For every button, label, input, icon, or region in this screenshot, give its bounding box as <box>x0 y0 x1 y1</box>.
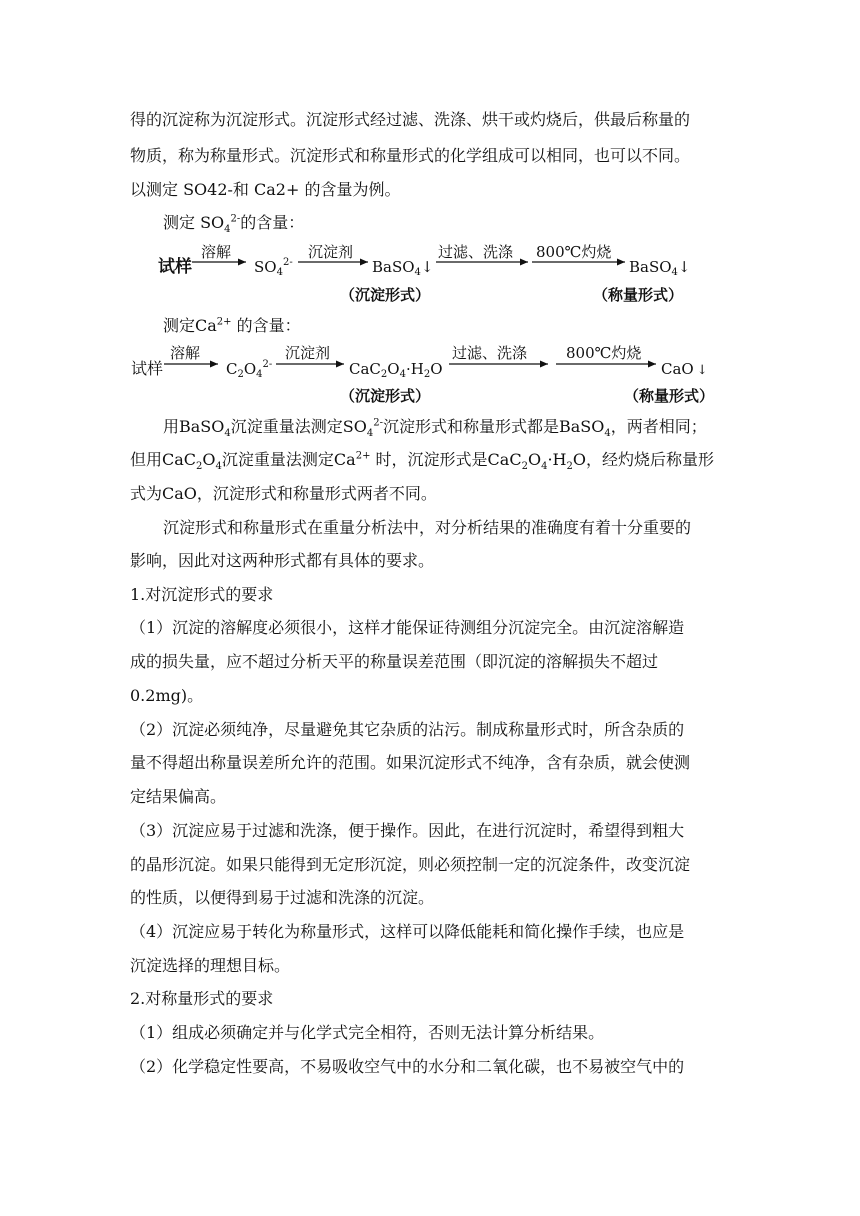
scheme-step-label: 沉淀剂 <box>308 243 354 261</box>
scheme-step-label: 800℃灼烧 <box>536 243 612 261</box>
scheme-ion: $C_2O_4^{2-}$ <box>226 359 273 380</box>
paragraph-line: 沉淀形式和称量形式在重量分析法中，对分析结果的准确度有着十分重要的 <box>163 518 692 537</box>
arrow-head <box>210 361 218 368</box>
paragraph-line: 物质，称为称量形式。沉淀形式和称量形式的化学组成可以相同，也可以不同。 <box>130 146 691 165</box>
arrow-head <box>336 361 344 368</box>
arrow-head <box>360 259 368 266</box>
requirement-line: （4）沉淀应易于转化为称量形式，这样可以降低能耗和简化操作手续，也应是 <box>130 922 685 941</box>
scheme-ion: $SO_4^{2-}$ <box>254 257 293 278</box>
requirement-line: 0.2mg)。 <box>130 686 204 705</box>
label-weighing-form: （称量形式） <box>593 286 684 304</box>
scheme-precipitate: BaSO$_4$↓ <box>372 258 434 278</box>
requirement-line: （2）化学稳定性要高，不易吸收空气中的水分和二氧化碳，也不易被空气中的 <box>130 1057 685 1076</box>
paragraph-line: 式为CaO，沉淀形式和称量形式两者不同。 <box>130 484 437 503</box>
paragraph-line: 影响，因此对这两种形式都有具体的要求。 <box>130 551 435 570</box>
requirement-line: 的性质，以便得到易于过滤和洗涤的沉淀。 <box>130 888 435 907</box>
arrow-head <box>617 259 625 266</box>
paragraph-line: 但用$CaC_2O_4$沉淀重量法测定$Ca^{2+}$ 时，沉淀形式是$CaC_2O_4\cdot H_2O$，经灼烧后称量形 <box>130 450 714 473</box>
scheme-step-label: 过滤、洗涤 <box>452 344 528 362</box>
requirement-line: 定结果偏高。 <box>130 787 227 806</box>
scheme-weighing-form: BaSO$_4$↓ <box>629 258 691 278</box>
scheme-step-label: 过滤、洗涤 <box>438 243 514 261</box>
requirement-line: 量不得超出称量误差所允许的范围。如果沉淀形式不纯净，含有杂质，就会使测 <box>130 753 691 772</box>
requirement-line: 成的损失量，应不超过分析天平的称量误差范围（即沉淀的溶解损失不超过 <box>130 652 659 671</box>
section-heading: 1.对沉淀形式的要求 <box>130 585 274 604</box>
arrow-head <box>648 361 656 368</box>
so4-heading: 测定 $SO_4^{2-}$的含量： <box>163 213 305 236</box>
requirement-line: 沉淀选择的理想目标。 <box>130 956 291 975</box>
paragraph-line: 得的沉淀称为沉淀形式。沉淀形式经过滤、洗涤、烘干或灼烧后，供最后称量的 <box>130 110 691 129</box>
arrow-head <box>540 361 548 368</box>
ca-heading: 测定$Ca^{2+}$ 的含量： <box>163 316 301 335</box>
scheme-step-label: 沉淀剂 <box>285 344 331 362</box>
section-heading: 2.对称量形式的要求 <box>130 989 274 1008</box>
paragraph-line: 以测定 SO42-和 Ca2+ 的含量为例。 <box>130 180 401 199</box>
requirement-line: 的晶形沉淀。如果只能得到无定形沉淀，则必须控制一定的沉淀条件，改变沉淀 <box>130 855 691 874</box>
scheme-step-label: 溶解 <box>170 344 201 362</box>
scheme-step-label: 800℃灼烧 <box>566 344 642 362</box>
requirement-line: （2）沉淀必须纯净，尽量避免其它杂质的沾污。制成称量形式时，所含杂质的 <box>130 720 685 739</box>
arrow-head <box>238 259 246 266</box>
scheme-step-label: 溶解 <box>201 243 232 261</box>
requirement-line: （3）沉淀应易于过滤和洗涤，便于操作。因此，在进行沉淀时，希望得到粗大 <box>130 821 685 840</box>
requirement-line: （1）组成必须确定并与化学式完全相符，否则无法计算分析结果。 <box>130 1023 605 1042</box>
label-precipitate-form: （沉淀形式） <box>340 286 431 304</box>
scheme-precipitate: $CaC_2O_4\cdot H_2O$ <box>349 360 443 380</box>
arrow-head <box>520 259 528 266</box>
paragraph-line: 用BaSO$_4$沉淀重量法测定$SO_4^{2-}$沉淀形式和称量形式都是BaSO$_4$，两者相同； <box>163 417 707 440</box>
requirement-line: （1）沉淀的溶解度必须很小，这样才能保证待测组分沉淀完全。由沉淀溶解造 <box>130 618 685 637</box>
label-weighing-form: （称量形式） <box>624 387 715 405</box>
scheme-sample: 试样 <box>158 257 192 277</box>
scheme-sample: 试样 <box>131 359 164 378</box>
scheme-weighing-form: CaO ↓ <box>661 360 708 378</box>
label-precipitate-form: （沉淀形式） <box>340 387 431 405</box>
